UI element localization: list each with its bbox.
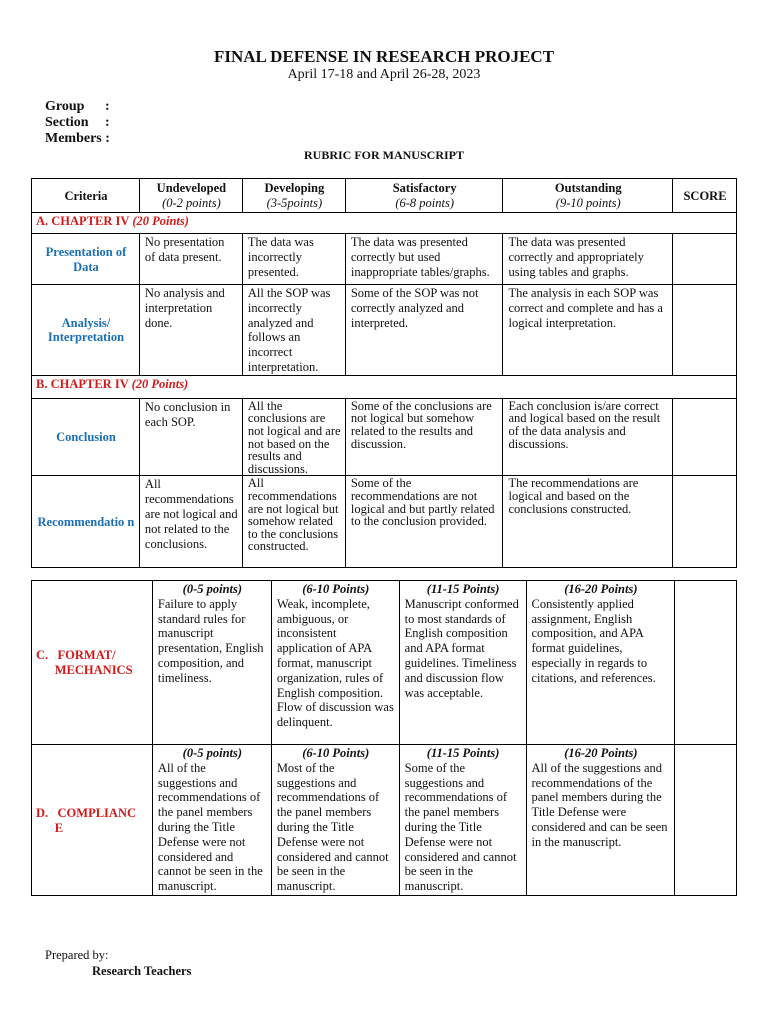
group-separator: : bbox=[105, 99, 110, 114]
undeveloped-points: (0-2 points) bbox=[162, 196, 221, 210]
table-header-row bbox=[32, 179, 737, 213]
prepared-by-label: Prepared by: bbox=[45, 948, 109, 962]
cell-outstanding: Each conclusion is/are correct and logical based on the result of the data analysis and discussions. bbox=[503, 398, 673, 476]
cell-satisfactory: The data was presented correctly but used inappropriate tables/graphs. bbox=[345, 234, 503, 285]
rubric-table-format-compliance bbox=[31, 580, 737, 896]
points-label: (16-20 Points) bbox=[564, 582, 638, 596]
cell-level-3 bbox=[399, 581, 526, 745]
criteria-format-mechanics: C. FORMAT/ MECHANICS bbox=[32, 581, 153, 745]
cell-description: Most of the suggestions and recommendations of the panel members during the Title Defense were not considered and cannot be seen in the manuscript. bbox=[276, 760, 389, 894]
cell-undeveloped: All recommendations are not logical and not related to the conclusions. bbox=[139, 476, 242, 568]
section-separator: : bbox=[105, 115, 110, 130]
points-label: (6-10 Points) bbox=[302, 582, 370, 596]
points-label: (6-10 Points) bbox=[302, 746, 370, 760]
cell-developing: All recommendations are not logical but somehow related to the conclusions constructed. bbox=[242, 476, 345, 568]
points-label: (11-15 Points) bbox=[426, 746, 500, 760]
score-cell[interactable] bbox=[675, 745, 737, 896]
developing-points: (3-5points) bbox=[266, 196, 323, 210]
cell-level-4 bbox=[526, 581, 675, 745]
section-b-label: B. CHAPTER IV (20 Points) bbox=[32, 375, 737, 398]
section-a-label: A. CHAPTER IV (20 Points) bbox=[32, 213, 737, 234]
table-row bbox=[32, 234, 737, 285]
criteria-presentation-of-data: Presentation of Data bbox=[32, 234, 140, 285]
cell-description: Manuscript conformed to most standards of English composition and APA format guidelines. Timeliness and discussion flow was acceptable. bbox=[404, 596, 519, 700]
criteria-analysis-interpretation: Analysis/ Interpretation bbox=[32, 285, 140, 376]
cell-satisfactory: Some of the recommendations are not logical and but partly related to the conclusion provided. bbox=[345, 476, 503, 568]
section-label: Section bbox=[45, 115, 89, 130]
score-cell[interactable] bbox=[673, 476, 737, 568]
cell-outstanding: The recommendations are logical and based on the conclusions constructed. bbox=[503, 476, 673, 568]
cell-level-3 bbox=[399, 745, 526, 896]
score-header: SCORE bbox=[673, 179, 737, 213]
criteria-recommendation: Recommendatio n bbox=[32, 476, 140, 568]
satisfactory-points: (6-8 points) bbox=[395, 196, 455, 210]
criteria-compliance: D. COMPLIANC E bbox=[32, 745, 153, 896]
cell-description: Consistently applied assignment, English composition, and APA format guidelines, especially in regards to citations, and references. bbox=[531, 596, 656, 685]
criteria-header: Criteria bbox=[32, 179, 140, 213]
cell-developing: All the SOP was incorrectly analyzed and follows an incorrect interpretation. bbox=[242, 285, 345, 376]
cell-satisfactory: Some of the conclusions are not logical but somehow related to the results and discussion. bbox=[345, 398, 503, 476]
points-label: (0-5 points) bbox=[182, 746, 243, 760]
table-row bbox=[32, 581, 737, 745]
table-row bbox=[32, 285, 737, 376]
cell-outstanding: The data was presented correctly and appropriately using tables and graphs. bbox=[503, 234, 673, 285]
score-cell[interactable] bbox=[673, 398, 737, 476]
cell-undeveloped: No presentation of data present. bbox=[139, 234, 242, 285]
undeveloped-header: Undeveloped (0-2 points) bbox=[139, 179, 242, 213]
cell-level-2 bbox=[271, 745, 399, 896]
cell-level-4 bbox=[526, 745, 675, 896]
cell-description: All of the suggestions and recommendations of the panel members during the Title Defense were considered and can be seen in the manuscript. bbox=[531, 760, 668, 849]
cell-satisfactory: Some of the SOP was not correctly analyzed and interpreted. bbox=[345, 285, 503, 376]
outstanding-header: Outstanding (9-10 points) bbox=[503, 179, 673, 213]
cell-level-1 bbox=[152, 745, 271, 896]
cell-developing: All the conclusions are not logical and are not based on the results and discussions. bbox=[242, 398, 345, 476]
rubric-title: RUBRIC FOR MANUSCRIPT bbox=[303, 148, 464, 162]
table-row bbox=[32, 476, 737, 568]
document-dates: April 17-18 and April 26-28, 2023 bbox=[287, 67, 481, 82]
rubric-table-chapters bbox=[31, 178, 737, 568]
cell-description: All of the suggestions and recommendations of the panel members during the Title Defense were not considered and cannot be seen in the manuscript. bbox=[157, 760, 263, 894]
score-cell[interactable] bbox=[673, 234, 737, 285]
outstanding-points: (9-10 points) bbox=[555, 196, 621, 210]
cell-level-1 bbox=[152, 581, 271, 745]
cell-undeveloped: No conclusion in each SOP. bbox=[139, 398, 242, 476]
cell-description: Weak, incomplete, ambiguous, or inconsistent application of APA format, manuscript organization, rules of English composition. Flow of discussion was delinquent. bbox=[276, 596, 394, 730]
prepared-by-name: Research Teachers bbox=[92, 964, 192, 978]
score-cell[interactable] bbox=[673, 285, 737, 376]
cell-description: Failure to apply standard rules for manuscript presentation, English composition, and timeliness. bbox=[157, 596, 264, 685]
section-b-row bbox=[32, 375, 737, 398]
cell-outstanding: The analysis in each SOP was correct and complete and has a logical interpretation. bbox=[503, 285, 673, 376]
cell-undeveloped: No analysis and interpretation done. bbox=[139, 285, 242, 376]
document-title: FINAL DEFENSE IN RESEARCH PROJECT bbox=[213, 47, 555, 66]
points-label: (16-20 Points) bbox=[564, 746, 638, 760]
table-row bbox=[32, 745, 737, 896]
members-line bbox=[45, 131, 110, 147]
table-row bbox=[32, 398, 737, 476]
cell-level-2 bbox=[271, 581, 399, 745]
group-line bbox=[45, 99, 110, 115]
criteria-conclusion: Conclusion bbox=[32, 398, 140, 476]
satisfactory-header: Satisfactory (6-8 points) bbox=[345, 179, 503, 213]
developing-header: Developing (3-5points) bbox=[242, 179, 345, 213]
group-label: Group bbox=[45, 99, 85, 114]
score-cell[interactable] bbox=[675, 581, 737, 745]
points-label: (11-15 Points) bbox=[426, 582, 500, 596]
members-label: Members : bbox=[45, 131, 110, 146]
section-line bbox=[45, 115, 110, 131]
section-a-row bbox=[32, 213, 737, 234]
cell-developing: The data was incorrectly presented. bbox=[242, 234, 345, 285]
points-label: (0-5 points) bbox=[182, 582, 243, 596]
cell-description: Some of the suggestions and recommendations of the panel members during the Title Defense were not considered and cannot be seen in the manuscript. bbox=[404, 760, 517, 894]
